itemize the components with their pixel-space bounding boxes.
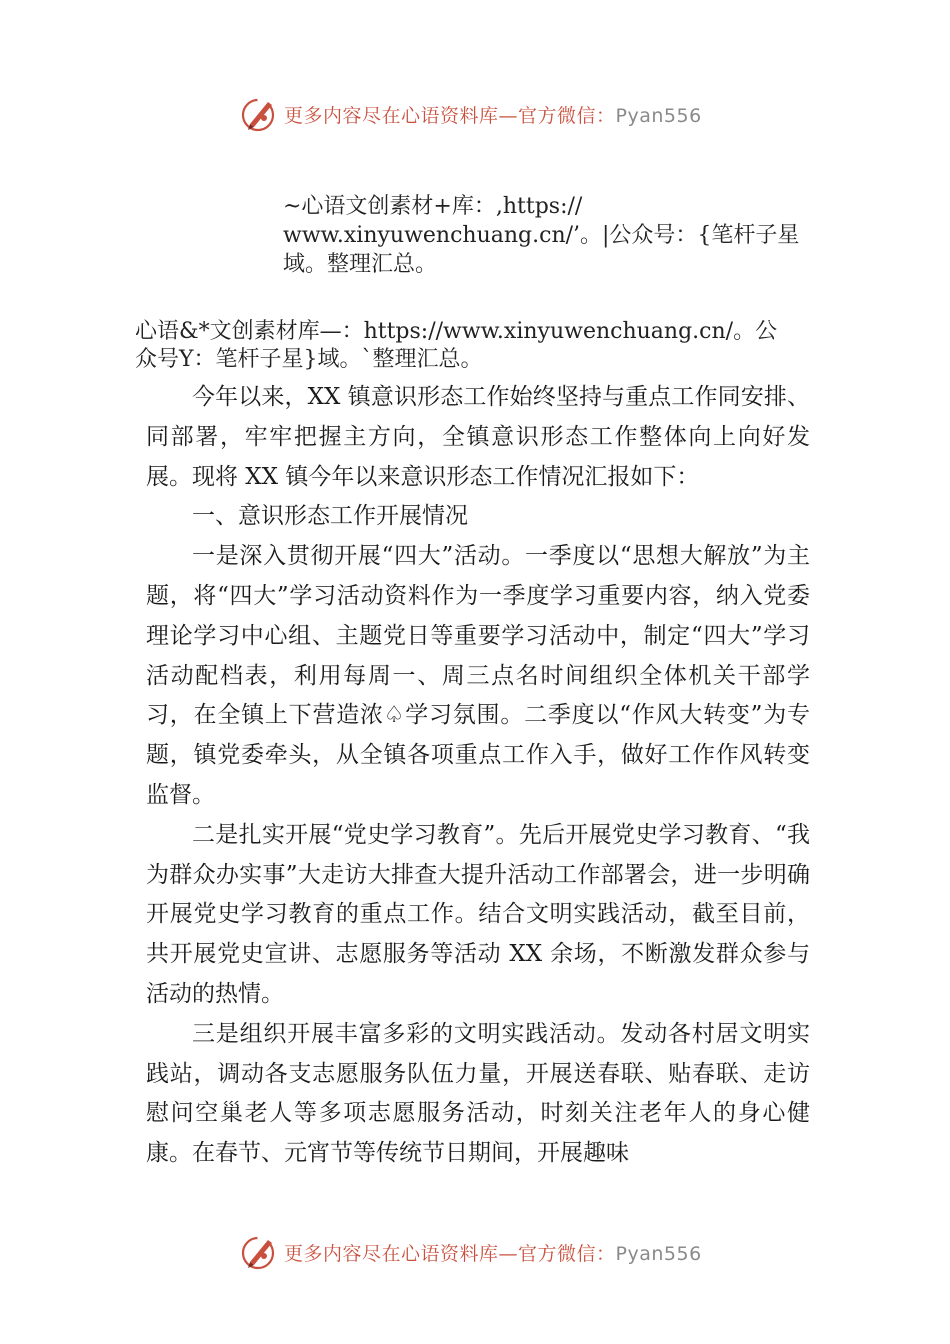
top-banner: [238, 94, 738, 134]
pen-logo-icon: [238, 94, 278, 134]
document-body: [146, 378, 810, 1174]
banner-text: 更多内容尽在心语资料库—官方微信：Pyan556: [284, 104, 702, 127]
banner-text: 更多内容尽在心语资料库—官方微信：Pyan556: [284, 1242, 702, 1265]
paragraph: 今年以来，XX 镇意识形态工作始终坚持与重点工作同安排、同部署，牢牢把握主方向，全镇意识形态工作整体向上向好发展。现将 XX 镇今年以来意识形态工作情况汇报如下：: [146, 384, 810, 490]
header-line: ~心语文创素材+库：,https://: [283, 194, 583, 219]
intro-line: 众号Y：笔杆子星}域。`整理汇总。: [135, 347, 483, 372]
pen-logo-icon: [238, 1232, 278, 1272]
intro-block: [135, 318, 835, 374]
header-block: [283, 192, 843, 279]
paragraph: 一是深入贯彻开展“四大”活动。一季度以“思想大解放”为主题，将“四大”学习活动资料作为一季度学习重要内容，纳入党委理论学习中心组、主题党日等重要学习活动中，制定“四大”学习活动配档表，利用每周一、周三点名时间组织全体机关干部学习，在全镇上下营造浓♤学习氛围。二季度以“作风大转变”为专题，镇党委牵头，从全镇各项重点工作入手，做好工作作风转变监督。: [146, 543, 810, 808]
section-heading: 一、意识形态工作开展情况: [192, 503, 468, 530]
paragraph: 二是扎实开展“党史学习教育”。先后开展党史学习教育、“我为群众办实事”大走访大排查大提升活动工作部署会，进一步明确开展党史学习教育的重点工作。结合文明实践活动，截至目前，共开展党史宣讲、志愿服务等活动 XX 余场，不断激发群众参与活动的热情。: [146, 821, 810, 1007]
intro-line: 心语&*文创素材库—：https://www.xinyuwenchuang.cn/。公: [135, 319, 778, 344]
bottom-banner: [238, 1232, 738, 1272]
paragraph: 三是组织开展丰富多彩的文明实践活动。发动各村居文明实践站，调动各支志愿服务队伍力量，开展送春联、贴春联、走访慰问空巢老人等多项志愿服务活动，时刻关注老年人的身心健康。在春节、元宵节等传统节日期间，开展趣味: [146, 1020, 810, 1167]
header-line: www.xinyuwenchuang.cn/’。|公众号：{笔杆子星: [283, 223, 800, 248]
header-line: 域。整理汇总。: [283, 252, 438, 277]
